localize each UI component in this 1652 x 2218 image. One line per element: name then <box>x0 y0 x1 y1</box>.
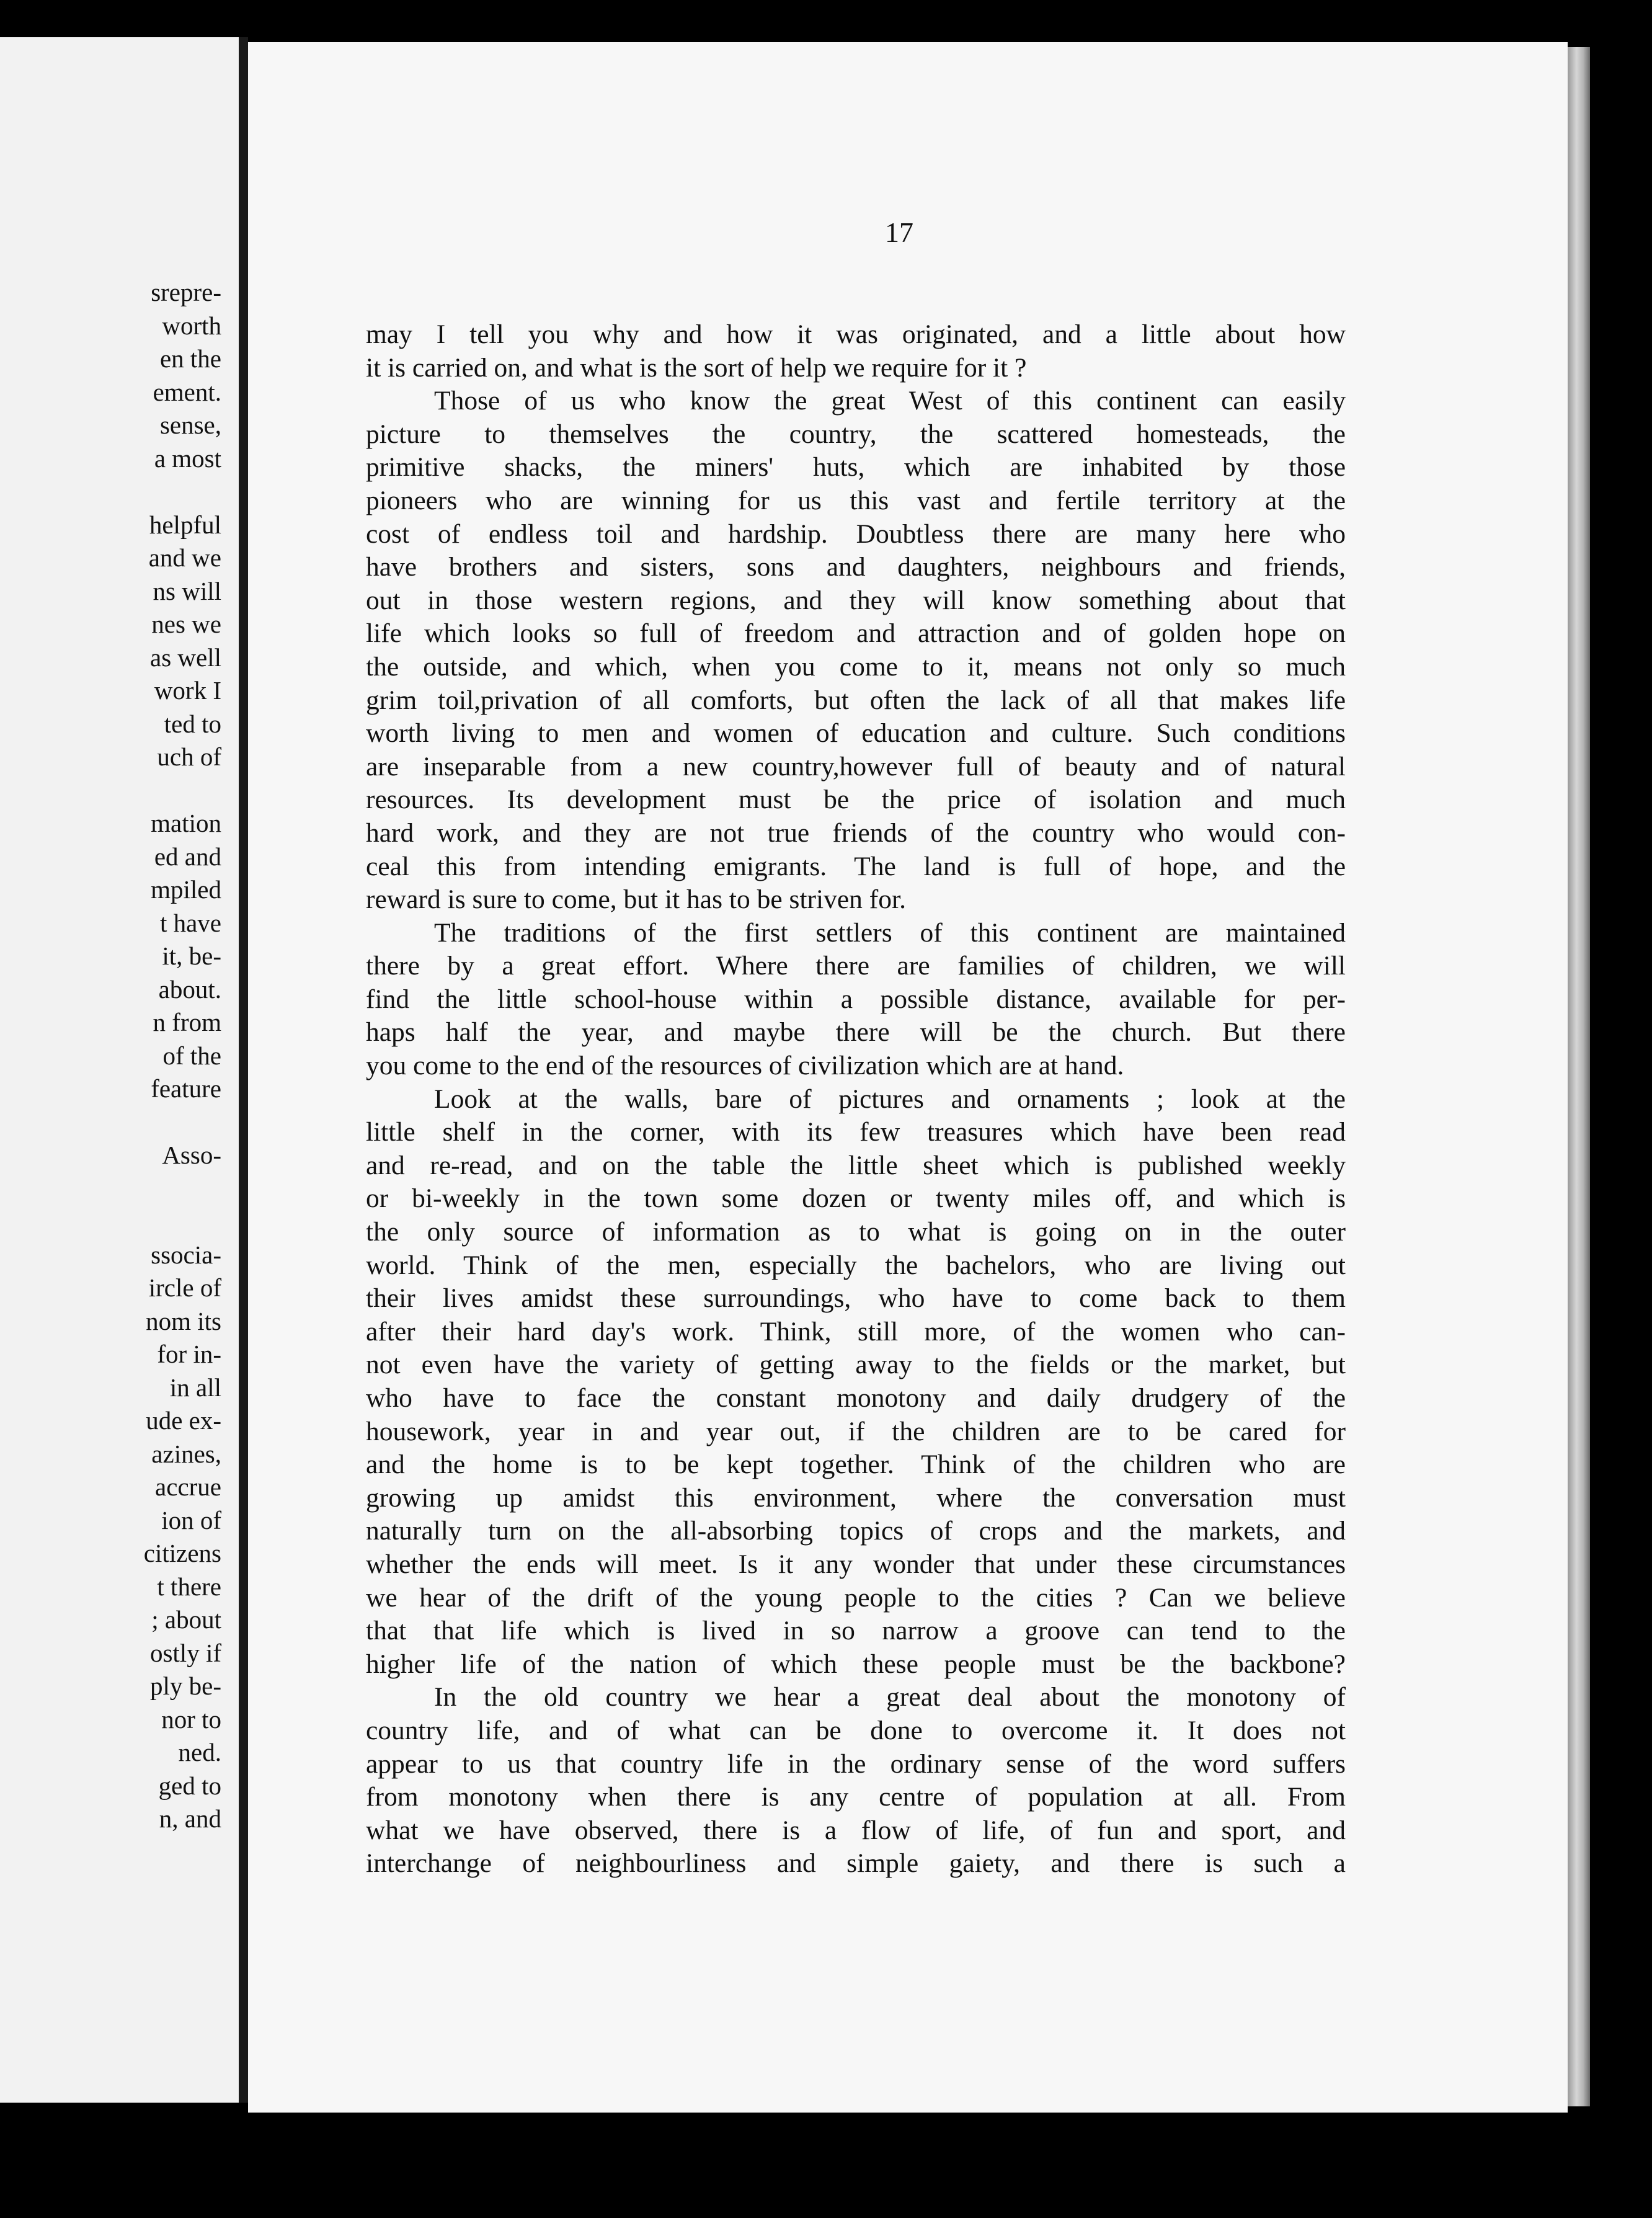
text-line: that that life which is lived in so narrow a groove can tend to the <box>366 1616 1346 1646</box>
text-line: are inseparable from a new country,however full of beauty and of natural <box>366 751 1346 782</box>
text-line: life which looks so full of freedom and attraction and of golden hope on <box>366 618 1346 649</box>
facing-page-line: en the <box>159 344 221 373</box>
text-line: haps half the year, and maybe there will be the church. But there <box>366 1017 1346 1048</box>
text-line: find the little school-house within a possible distance, available for per- <box>366 984 1346 1014</box>
text-line: grim toil,privation of all comforts, but often the lack of all that makes life <box>366 685 1346 715</box>
facing-page-line: of the <box>162 1041 221 1070</box>
facing-page-line: ssocia- <box>151 1240 221 1269</box>
text-line: hard work, and they are not true friends of the country who would con- <box>366 817 1346 848</box>
facing-page-line: ply be- <box>150 1672 221 1700</box>
text-line: reward is sure to come, but it has to be striven for. <box>366 884 906 915</box>
text-line: the outside, and which, when you come to it, means not only so much <box>366 651 1346 682</box>
facing-page-line: it, be- <box>162 942 221 970</box>
text-line: out in those western regions, and they will know something about that <box>366 585 1346 615</box>
facing-page-line: t have <box>159 908 221 937</box>
text-line: ceal this from intending emigrants. The land is full of hope, and the <box>366 851 1346 881</box>
facing-page-line: worth <box>162 311 221 340</box>
text-line: and the home is to be kept together. Think of the children who are <box>366 1450 1346 1480</box>
facing-page-line: and we <box>148 543 221 572</box>
text-line: what we have observed, there is a flow of life, of fun and sport, and <box>366 1815 1346 1845</box>
text-line: not even have the variety of getting away to the fields or the market, but <box>366 1350 1346 1380</box>
facing-page-line: azines, <box>151 1439 221 1468</box>
facing-page-line: nom its <box>146 1306 221 1335</box>
text-line: Those of us who know the great West of this continent can easily <box>434 386 1346 416</box>
text-line: pioneers who are winning for us this vast and fertile territory at the <box>366 485 1346 515</box>
text-line: after their hard day's work. Think, still more, of the women who can- <box>366 1316 1346 1347</box>
text-line: the only source of information as to what is going on in the outer <box>366 1217 1346 1247</box>
text-line: or bi-weekly in the town some dozen or twenty miles off, and which is <box>366 1183 1346 1214</box>
text-line: have brothers and sisters, sons and daughters, neighbours and friends, <box>366 552 1346 582</box>
facing-page-line: nes we <box>151 610 221 638</box>
facing-page-text <box>11 276 221 1836</box>
facing-page-line: ostly if <box>149 1638 221 1667</box>
facing-page-line: for in- <box>157 1340 221 1368</box>
body-text <box>366 318 1346 1881</box>
facing-page-line: mation <box>151 809 221 837</box>
text-line: appear to us that country life in the ordinary sense of the word suffers <box>366 1748 1346 1779</box>
facing-page-line: ion of <box>161 1505 221 1534</box>
facing-page-line: n from <box>153 1008 221 1036</box>
text-line: from monotony when there is any centre of population at all. From <box>366 1782 1346 1812</box>
facing-page-line: ns will <box>153 576 221 605</box>
facing-page-line: accrue <box>155 1472 221 1501</box>
facing-page-line: nor to <box>161 1704 221 1734</box>
text-line: The traditions of the first settlers of this continent are maintained <box>434 917 1346 948</box>
facing-page-line: citizens <box>143 1539 221 1567</box>
facing-page-line: uch of <box>157 742 221 771</box>
facing-page-line: a most <box>154 443 221 473</box>
facing-page-line: feature <box>151 1074 221 1103</box>
text-line: may I tell you why and how it was originated, and a little about how <box>366 319 1346 349</box>
text-line: country life, and of what can be done to overcome it. It does not <box>366 1715 1346 1745</box>
text-line: housework, year in and year out, if the children are to be cared for <box>366 1416 1346 1446</box>
text-line: growing up amidst this environment, where the conversation must <box>366 1482 1346 1513</box>
facing-page-line: about. <box>158 974 221 1004</box>
facing-page-line: ; about <box>151 1605 221 1634</box>
facing-page-line <box>11 774 221 808</box>
text-line: who have to face the constant monotony and daily drudgery of the <box>366 1383 1346 1413</box>
facing-page-line: ed and <box>154 842 221 871</box>
text-line: world. Think of the men, especially the bachelors, who are living out <box>366 1250 1346 1280</box>
book-gutter <box>239 37 248 2103</box>
facing-page-line: work I <box>154 676 221 705</box>
facing-page-line: t there <box>157 1572 221 1601</box>
text-line: worth living to men and women of education and culture. Such conditions <box>366 718 1346 749</box>
text-line: you come to the end of the resources of civilization which are at hand. <box>366 1051 1124 1081</box>
text-line: picture to themselves the country, the scattered homesteads, the <box>366 419 1346 449</box>
text-line: their lives amidst these surroundings, who have to come back to them <box>366 1283 1346 1314</box>
text-line: interchange of neighbourliness and simple gaiety, and there is such a <box>366 1848 1346 1879</box>
text-line: cost of endless toil and hardship. Doubtless there are many here who <box>366 519 1346 549</box>
text-line: we hear of the drift of the young people to the cities ? Can we believe <box>366 1582 1346 1613</box>
facing-page-line: srepre- <box>151 278 221 306</box>
text-line: higher life of the nation of which these people must be the backbone? <box>366 1649 1346 1679</box>
text-line: it is carried on, and what is the sort of help we require for it ? <box>366 352 1027 383</box>
page-edge <box>1568 47 1590 2106</box>
text-line: and re-read, and on the table the little sheet which is published weekly <box>366 1150 1346 1180</box>
text-line: there by a great effort. Where there are families of children, we will <box>366 951 1346 981</box>
text-line: resources. Its development must be the price of isolation and much <box>366 785 1346 815</box>
facing-page-line: ement. <box>153 377 221 406</box>
facing-page-line <box>11 1106 221 1139</box>
text-line: whether the ends will meet. Is it any wonder that under these circumstances <box>366 1549 1346 1579</box>
text-line: primitive shacks, the miners' huts, which are inhabited by those <box>366 452 1346 483</box>
text-line: Look at the walls, bare of pictures and ornaments ; look at the <box>434 1084 1346 1114</box>
facing-page-line: ude ex- <box>146 1406 221 1435</box>
page-number: 17 <box>885 216 913 248</box>
text-line: naturally turn on the all-absorbing topics of crops and the markets, and <box>366 1516 1346 1546</box>
facing-page-line: ted to <box>164 709 221 738</box>
facing-page-line: ged to <box>158 1771 221 1800</box>
facing-page <box>0 37 239 2103</box>
facing-page-line: sense, <box>159 411 221 439</box>
facing-page-line: ned. <box>178 1738 221 1766</box>
facing-page-line: mpiled <box>151 875 221 904</box>
facing-page-line: n, and <box>159 1804 221 1833</box>
facing-page-line <box>11 1172 221 1206</box>
facing-page-line <box>11 1205 221 1239</box>
text-line: In the old country we hear a great deal about the monotony of <box>434 1682 1346 1712</box>
facing-page-line: as well <box>150 643 221 672</box>
facing-page-line: Asso- <box>162 1141 221 1169</box>
facing-page-line: in all <box>169 1373 221 1402</box>
page <box>248 42 1568 2113</box>
facing-page-line <box>11 475 221 509</box>
facing-page-line: ircle of <box>148 1273 221 1302</box>
facing-page-line: helpful <box>149 510 221 539</box>
text-line: little shelf in the corner, with its few treasures which have been read <box>366 1117 1346 1147</box>
